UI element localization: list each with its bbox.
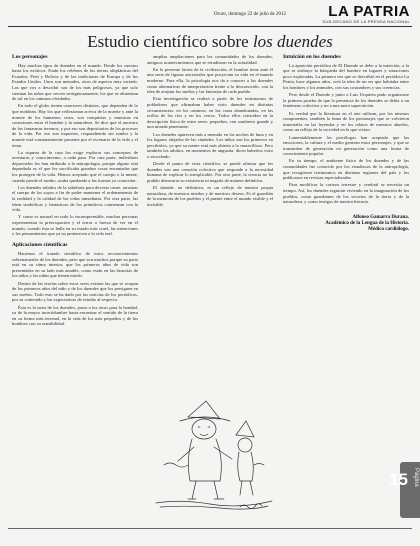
paragraph: En todo el globo tienen caracteres distintos, que dependen de lo que moldean. Hay los que reflexionan acerca de la muerte y ante la muerte de los humanos; otros, son conquistas y muestras en conexiones entre el hombre y la naturaleza. Se dice que el ancestro de los fantasmas terrenos, y por eso son depositarios de los procesos de la vida. Por eso son inquietos, respondiendo sin rumbo y la muerte está constantemente presente por el escenario de la vida y el tema. bbox=[12, 103, 138, 148]
paragraph: Es verdad que la literatura en el arte utilizan, por los mismos componentes, también la fama de los personajes que se volvieron inmortales en las leyendas y en los relatos de nuestros abuelos, como un reflejo de la sociedad en la que vivían. bbox=[283, 110, 409, 133]
paragraph: Para modificar la corteza terrestre y cerebral se necesita un tiempo. Así, los duendes seguirán viviendo en la imaginación de los pueblos, como guardianes de los secretos de la tierra y de la naturaleza, y como testigos de nuestra historia. bbox=[283, 182, 409, 205]
paragraph: Los duendes aparecen más a menudo en las noches de luna y en los lugares alejados de las ciudades. Los niños son los primeros en percibirlos, ya que su mente está más abierta a lo maravilloso. Pero también los adultos, en momentos de angustia, dicen haberlos visto o escuchado. bbox=[147, 131, 273, 159]
header-date: Oruro, domingo 22 de julio de 2012 bbox=[213, 12, 286, 17]
paragraph: La aparición periódica de El Duende se debe a la intuición, a la que se atribuye la búsqueda del hombre en lugares y situaciones poco exploradas. La primera vez que se describió en el periódico La Patria, hace algunos años, creó la idea de un ser que habitaba entre los hombres y los animales, con sus costumbres y sus creencias. bbox=[283, 62, 409, 90]
sketch-icon bbox=[150, 395, 278, 513]
section-heading: Aplicaciones científicas bbox=[12, 242, 68, 249]
author-profession: Médico cardiólogo. bbox=[368, 227, 409, 233]
paragraph: Pero desde el Duende y junto a Luis Urquieta pudo organizarse la primera prueba de que la presencia de los duendes se debía a un fenómeno colectivo y no a una mera superstición. bbox=[283, 92, 409, 109]
masthead bbox=[322, 4, 410, 24]
article-title-italic: los duendes bbox=[252, 32, 333, 51]
paragraph: amplias ampliaciones para las comunidades de los duendes, antiguos acontecimientos que se estudiaron en la actualidad. bbox=[147, 54, 273, 65]
page-label: Página bbox=[413, 468, 419, 487]
page-number: 15 bbox=[389, 470, 408, 489]
paragraph: En su tiempo, el ambiente físico de los duendes y de las comunidades fue conocido por los estudiosos de la antropología, que recogieron testimonios en distintas regiones del país y los publicaron en revistas especializadas. bbox=[283, 158, 409, 181]
paragraph: Hacemos el tratado científico de estos reconocimientos sobrenaturales de los duendes; pero que son muchos porque su parte está en su ritmo interior, que los primeros años de vida son presentados en su lado más amable, como están en las historias de los niños y las niñas que tienen miedo. bbox=[12, 250, 138, 279]
masthead-subtitle: SUB-DECANO DE LA PRENSA NACIONAL bbox=[322, 19, 410, 24]
paragraph: En la presente faceta de la civilización, el hombre tiene ante él una serie de figuras ancestrales que proyectan su vida en el mundo moderno. Para ello, la psicología nos da a conocer a los duendes como alternativas de interpretación frente a lo desconocido, con la idea de aceptar los sueños y las fantasías de cada pueblo. bbox=[147, 66, 273, 95]
paragraph: Ésta es la tarea de los duendes, pasar a los otros para la bondad, ya de la mayor incertidumbre hasta encontrar el sentido de la tierra en su forma más terrenal, en la vida de los más pequeños y de los hombres con su sensibilidad. bbox=[12, 304, 138, 327]
paragraph: Dentro de las teorías sobre estos seres existen las que se ocupan de los primeros años del niño y de los duendes que los persiguen en sus sueños. Todo esto se ha dado por las noticias de los periódicos, por su contenido y las expectativas de estudio al respecto. bbox=[12, 280, 138, 303]
article-column-2 bbox=[147, 54, 273, 392]
duende-sketch-illustration bbox=[150, 395, 278, 513]
article-title-main: Estudio científico sobre bbox=[87, 32, 253, 51]
paragraph: Los duendes sabidos de la sabiduría para devorar carne, arrastrar el cuerpo de los suyos a fin de poder mantener el ordenamiento de la realidad y la calidad de las vidas inmediatas. Por otra parte, las ideas simbólicas y fantásticas de los primitivos comienzan con la vida. bbox=[12, 184, 138, 213]
masthead-title: LA PATRIA bbox=[328, 3, 410, 20]
paragraph: La riqueza de la casa los exige explorar sus conceptos de aventuras y conocimiento, a cada paso. Por otra parte, individuos depravados los han atribuido a la antropofagia, porque alguno está depredado es el que les sacrificaba guardan cosas encantadas que los protegen de la vida. Hemos aceptado que el cuerpo o la mente, cuando pierde el rumbo, acaba quedando a las formas ya conocidas. bbox=[12, 149, 138, 183]
footer-rule bbox=[8, 528, 412, 529]
author-signature bbox=[283, 215, 409, 234]
paragraph: Desde el punto de vista científico, se puede afirmar que los duendes son una creación colectiva que responde a la necesidad humana de explicar lo inexplicable. Por otra parte, la ciencia no ha podido demostrar su existencia ni negarla de manera definitiva. bbox=[147, 161, 273, 183]
section-heading: Los personajes bbox=[12, 54, 48, 60]
article-column-3 bbox=[283, 54, 409, 524]
paragraph: Esta investigación se realizó a partir de los testimonios de pobladores que afirmaban haber visto duendes en distintas circunstancias: en los caminos, en las casas abandonadas, en las orillas de los ríos y en los cerros. Todos ellos coinciden en la descripción física de estos seres: pequeños, con sombrero grande y una mirada penetrante. bbox=[147, 96, 273, 130]
paragraph: Lamentablemente los psicólogos han aceptado que las emociones, la cultura y el medio generan estos personajes, y que se transmiten de generación en generación como una forma de conocimiento popular. bbox=[283, 134, 409, 157]
article-column-1 bbox=[12, 54, 138, 524]
author-title: Académico de la Lengua de la Historia. bbox=[325, 221, 409, 227]
section-heading: Intuición en los duendes bbox=[283, 54, 341, 60]
header-rule bbox=[8, 26, 412, 27]
paragraph: Y como es natural en todo lo incomprensible, muchas personas experimentan la preocupación y el terror a fuerza de ver en el mundo, cuando ésta se halla en su estado más cruel, las intenciones y los pensamientos que ya no pertenecen a la vida real. bbox=[12, 214, 138, 237]
paragraph: El duende, en definitiva, es un reflejo de nuestra propia naturaleza, de nuestros miedos y de nuestros deseos. Es el guardián de la memoria de los pueblos y el puente entre el mundo visible y el invisible. bbox=[147, 185, 273, 207]
article-title bbox=[0, 32, 420, 52]
paragraph: Hay muchos tipos de duendes en el mundo. Desde los cuentos hasta los exóticos. Están los célebres de las tierras altiplánicas del Ecuador, Perú y Bolivia y de las tradiciones de Europa y de los Estados Unidos. Unos son menudos, otros de aspecto muy variado. Las que voy a describir son de los más peligrosos, ya que solo cuentan las niñas que crecen vertiginosamente, los que se alimentan de sal en los caminos olvidados. bbox=[12, 62, 138, 102]
author-name: Alfonso Gamarra Durana. bbox=[352, 214, 409, 220]
